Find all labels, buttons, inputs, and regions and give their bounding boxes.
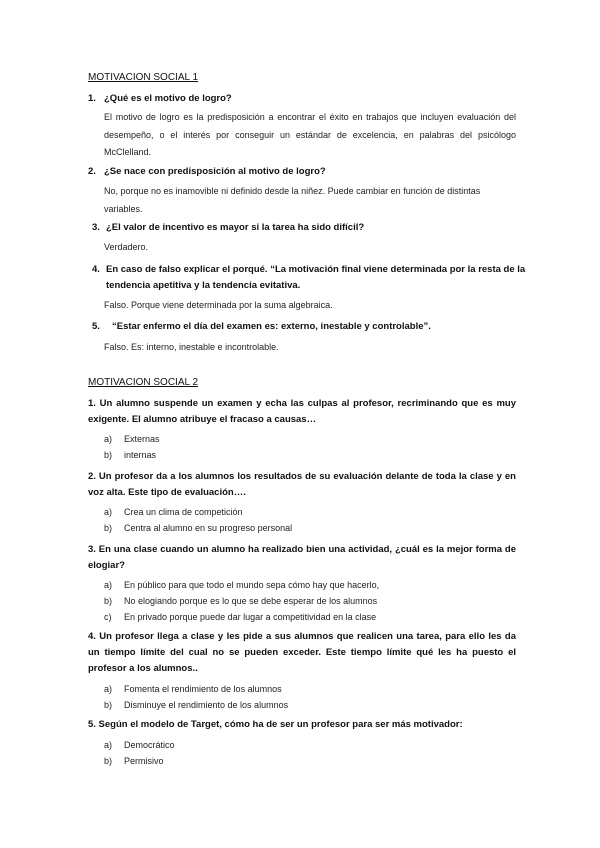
- section-title-1: MOTIVACION SOCIAL 1: [88, 72, 199, 83]
- question-1-4: 4. En caso de falso explicar el porqué. “La motivación final viene determinada por la resta de la tendencia apetitiva y la tendencia evitativa.: [92, 264, 526, 291]
- option-2-1-b: b) internas: [104, 450, 157, 460]
- option-2-5-a: a) Democrático: [104, 740, 175, 750]
- option-2-4-a: a) Fomenta el rendimiento de los alumnos: [104, 684, 282, 694]
- option-2-4-b: b) Disminuye el rendimiento de los alumnos: [104, 700, 289, 710]
- answer-1-3: Verdadero.: [104, 242, 149, 252]
- question-2-5: 5. Según el modelo de Target, cómo ha de ser un profesor para ser más motivador:: [88, 719, 463, 730]
- option-2-3-c: c) En privado porque puede dar lugar a competitividad en la clase: [104, 612, 377, 622]
- answer-1-1: El motivo de logro es la predisposición a encontrar el éxito en trabajos que incluyen evaluación del desempeño, o el interés por conseguir un estándar de excelencia, en palabras del psicólogo McClelland.: [104, 112, 516, 157]
- question-1-2: 2. ¿Se nace con predisposición al motivo de logro?: [88, 166, 326, 177]
- question-2-4: 4. Un profesor llega a clase y les pide a sus alumnos que realicen una tarea, para ello les da un tiempo límite del cual no se pueden exceder. Este tiempo límite qué les ha puesto el profesor a los alumnos..: [88, 631, 516, 674]
- answer-1-4: Falso. Porque viene determinada por la suma algebraica.: [104, 300, 333, 310]
- question-2-3: 3. En una clase cuando un alumno ha realizado bien una actividad, ¿cuál es la mejor forma de elogiar?: [88, 544, 516, 571]
- section-title-2: MOTIVACION SOCIAL 2: [88, 377, 199, 388]
- question-2-1: 1. Un alumno suspende un examen y echa las culpas al profesor, recriminando que es muy exigente. El alumno atribuye el fracaso a causas…: [88, 398, 516, 425]
- option-2-1-a: a) Externas: [104, 434, 160, 444]
- option-2-3-a: a) En público para que todo el mundo sepa cómo hay que hacerlo,: [104, 580, 380, 590]
- answer-1-5: Falso. Es: interno, inestable e incontrolable.: [104, 342, 279, 352]
- question-1-5: 5. “Estar enfermo el día del examen es: externo, inestable y controlable”.: [92, 321, 431, 332]
- option-2-5-b: b) Permisivo: [104, 756, 164, 766]
- answer-1-2: No, porque no es inamovible ni definido desde la niñez. Puede cambiar en función de distintas variables.: [104, 186, 481, 214]
- question-2-2: 2. Un profesor da a los alumnos los resultados de su evaluación delante de toda la clase y en voz alta. Este tipo de evaluación….: [88, 471, 516, 498]
- question-1-1: 1. ¿Qué es el motivo de logro?: [88, 93, 232, 104]
- option-2-2-a: a) Crea un clima de competición: [104, 507, 243, 517]
- question-1-3: 3. ¿El valor de incentivo es mayor si la tarea ha sido difícil?: [92, 222, 365, 233]
- option-2-3-b: b) No elogiando porque es lo que se debe esperar de los alumnos: [104, 596, 378, 606]
- option-2-2-b: b) Centra al alumno en su progreso personal: [104, 523, 293, 533]
